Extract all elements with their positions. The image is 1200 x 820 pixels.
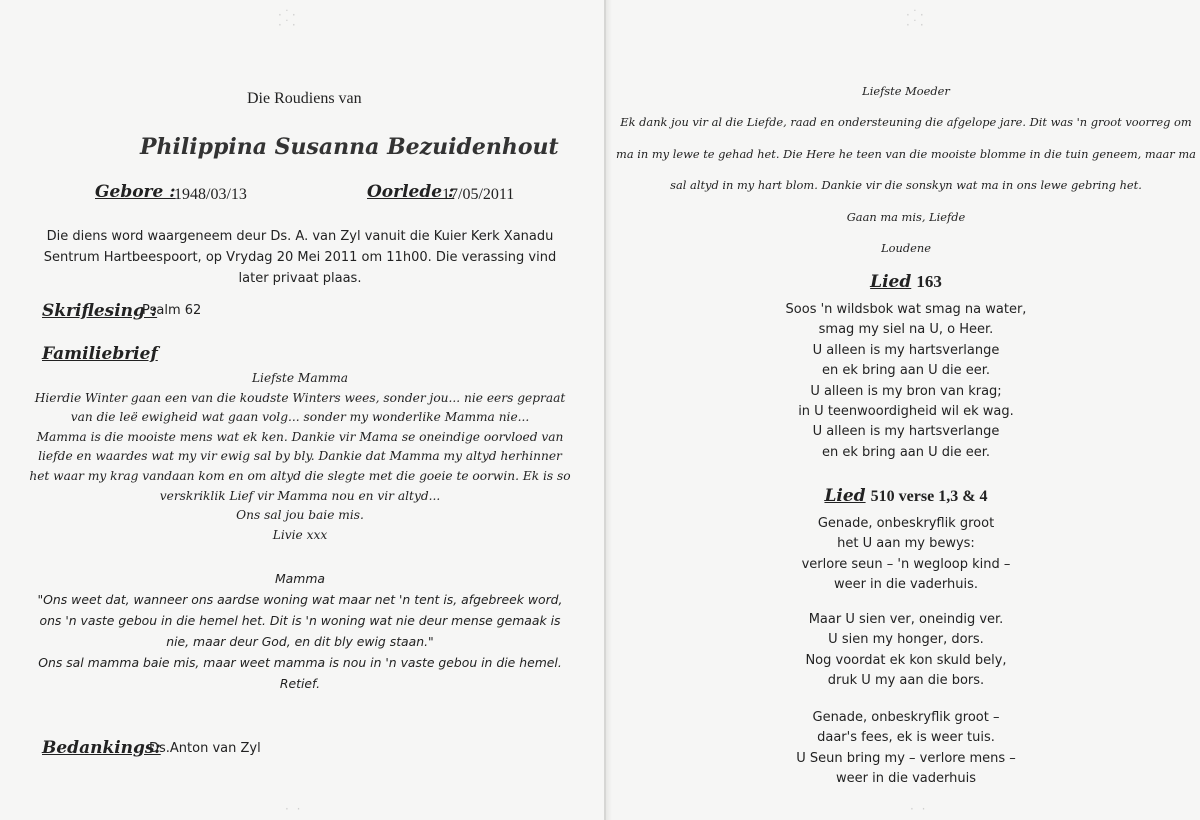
letter-line: Ek dank jou vir al die Liefde, raad en ondersteuning die afgelope jare. Dit was 'n groot voorreg om [620,115,1192,130]
hymn-line: verlore seun – 'n wegloop kind – [801,556,1011,572]
born-date: 1948/03/13 [174,186,247,203]
hymn-510-verse-1 [612,514,1200,596]
hymn-label: Lied [824,486,866,506]
letter-line: Gaan ma mis, Liefde [846,209,966,224]
thanks-value: Ds.Anton van Zyl [149,741,261,756]
embossed-ornament-bottom-left: · · [285,802,303,816]
letter-line: nie, maar deur God, en dit bly ewig staan." [166,634,434,649]
service-line: Die diens word waargeneem deur Ds. A. van Zyl vanuit die Kuier Kerk Xanadu [46,229,554,244]
letter-line: Loudene [881,241,931,256]
letter-line: Mamma [274,571,326,586]
hymn-line: daar's fees, ek is weer tuis. [817,730,995,746]
hymn-number: 510 verse 1,3 & 4 [870,488,988,505]
hymn-line: U alleen is my bron van krag; [810,383,1002,399]
service-line: Sentrum Hartbeespoort, op Vrydag 20 Mei 2011 om 11h00. Die verassing vind [43,250,557,265]
letter-line: Liefste Moeder [862,84,950,98]
hymn-line: U Seun bring my – verlore mens – [796,750,1016,766]
letter-line: verskriklik Lief vir Mamma nou en vir altyd... [159,488,441,503]
letter-line: het waar my krag vandaan kom en om altyd die slegte met die goeie te oorwin. Ek is so [29,468,571,483]
embossed-ornament-top-left: ·˙· ·˙· [278,8,298,32]
hymn-line: Genade, onbeskryflik groot – [812,710,1000,725]
died-date: 17/05/2011 [442,186,515,203]
right-page [612,0,1200,820]
hymn-line: weer in die vaderhuis [836,771,976,787]
hymn-line: en ek bring aan U die eer. [821,444,991,460]
hymn-line: U alleen is my hartsverlange [812,342,1000,358]
deceased-name: Philippina Susanna Bezuidenhout [140,134,559,160]
hymn-label: Lied [870,272,912,292]
hymn-line: Genade, onbeskryflik groot [817,516,995,531]
hymn-line: weer in die vaderhuis. [833,577,979,593]
hymn-line: Maar U sien ver, oneindig ver. [808,612,1004,627]
embossed-ornament-bottom-right: · · [910,802,928,816]
embossed-ornament-top-right: ·˙· ·˙· [906,8,926,32]
letter-line: Hierdie Winter gaan een van die koudste Winters wees, sonder jou... nie eers gepraat [34,390,566,405]
letter-line: Mamma is die mooiste mens wat ek ken. Dankie vir Mama se oneindige oorvloed van [36,429,564,444]
letter-line: "Ons weet dat, wanneer ons aardse woning wat maar net 'n tent is, afgebreek word, [37,592,563,607]
letter-line: liefde en waardes wat my vir ewig sal by bly. Dankie dat Mamma my altyd herhinner [38,449,562,464]
hymn-line: het U aan my bewys: [837,536,975,552]
family-letter-heading: Familiebrief [42,344,158,364]
hymn-163-text [612,300,1200,463]
service-line: later privaat plaas. [238,271,362,286]
family-letter-retief [0,568,600,694]
hymn-line: en ek bring aan U die eer. [821,363,991,379]
hymn-number: 163 [916,272,942,291]
hymn-line: smag my siel na U, o Heer. [818,322,994,338]
scripture-reading-value: Psalm 62 [142,303,202,318]
hymn-line: U sien my honger, dors. [828,632,984,648]
thanks-label: Bedankings: [42,738,161,758]
hymn-line: Nog voordat ek kon skuld bely, [805,652,1007,668]
letter-line: van die leë ewigheid wat gaan volg... sonder my wonderlike Mamma nie... [70,410,530,425]
mother-letter [612,76,1200,264]
letter-line: ons 'n vaste gebou in die hemel het. Dit is 'n woning wat nie deur mense gemaak is [39,613,561,628]
service-details [0,226,600,289]
letter-line: Ons sal jou baie mis. [236,508,364,523]
letter-line: Livie xxx [272,527,328,542]
letter-line: ma in my lewe te gehad het. Die Here he teen van die mooiste blomme in die tuin geneem, maar ma [616,146,1196,161]
hymn-510-verse-4 [612,708,1200,790]
hymn-line: in U teenwoordigheid wil ek wag. [798,404,1014,420]
family-letter-livie [0,369,600,545]
hymn-line: Soos 'n wildsbok wat smag na water, [785,302,1027,317]
hymn-163-title [612,272,1200,292]
hymn-line: U alleen is my hartsverlange [812,424,1000,440]
letter-line: Retief. [279,676,321,691]
scripture-reading-label: Skriflesing : [42,301,158,321]
hymn-510-title [612,486,1200,506]
born-label: Gebore : [95,182,176,202]
letter-line: sal altyd in my hart blom. Dankie vir die sonskyn wat ma in ons lewe gebring het. [670,178,1142,193]
hymn-line: druk U my aan die bors. [827,673,985,689]
letter-line: Ons sal mamma baie mis, maar weet mamma is nou in 'n vaste gebou in die hemel. [38,655,562,670]
letter-line: Liefste Mamma [251,371,349,385]
hymn-510-verse-3 [612,610,1200,692]
intro-text: Die Roudiens van [247,90,362,107]
died-label: Oorlede : [367,182,455,202]
